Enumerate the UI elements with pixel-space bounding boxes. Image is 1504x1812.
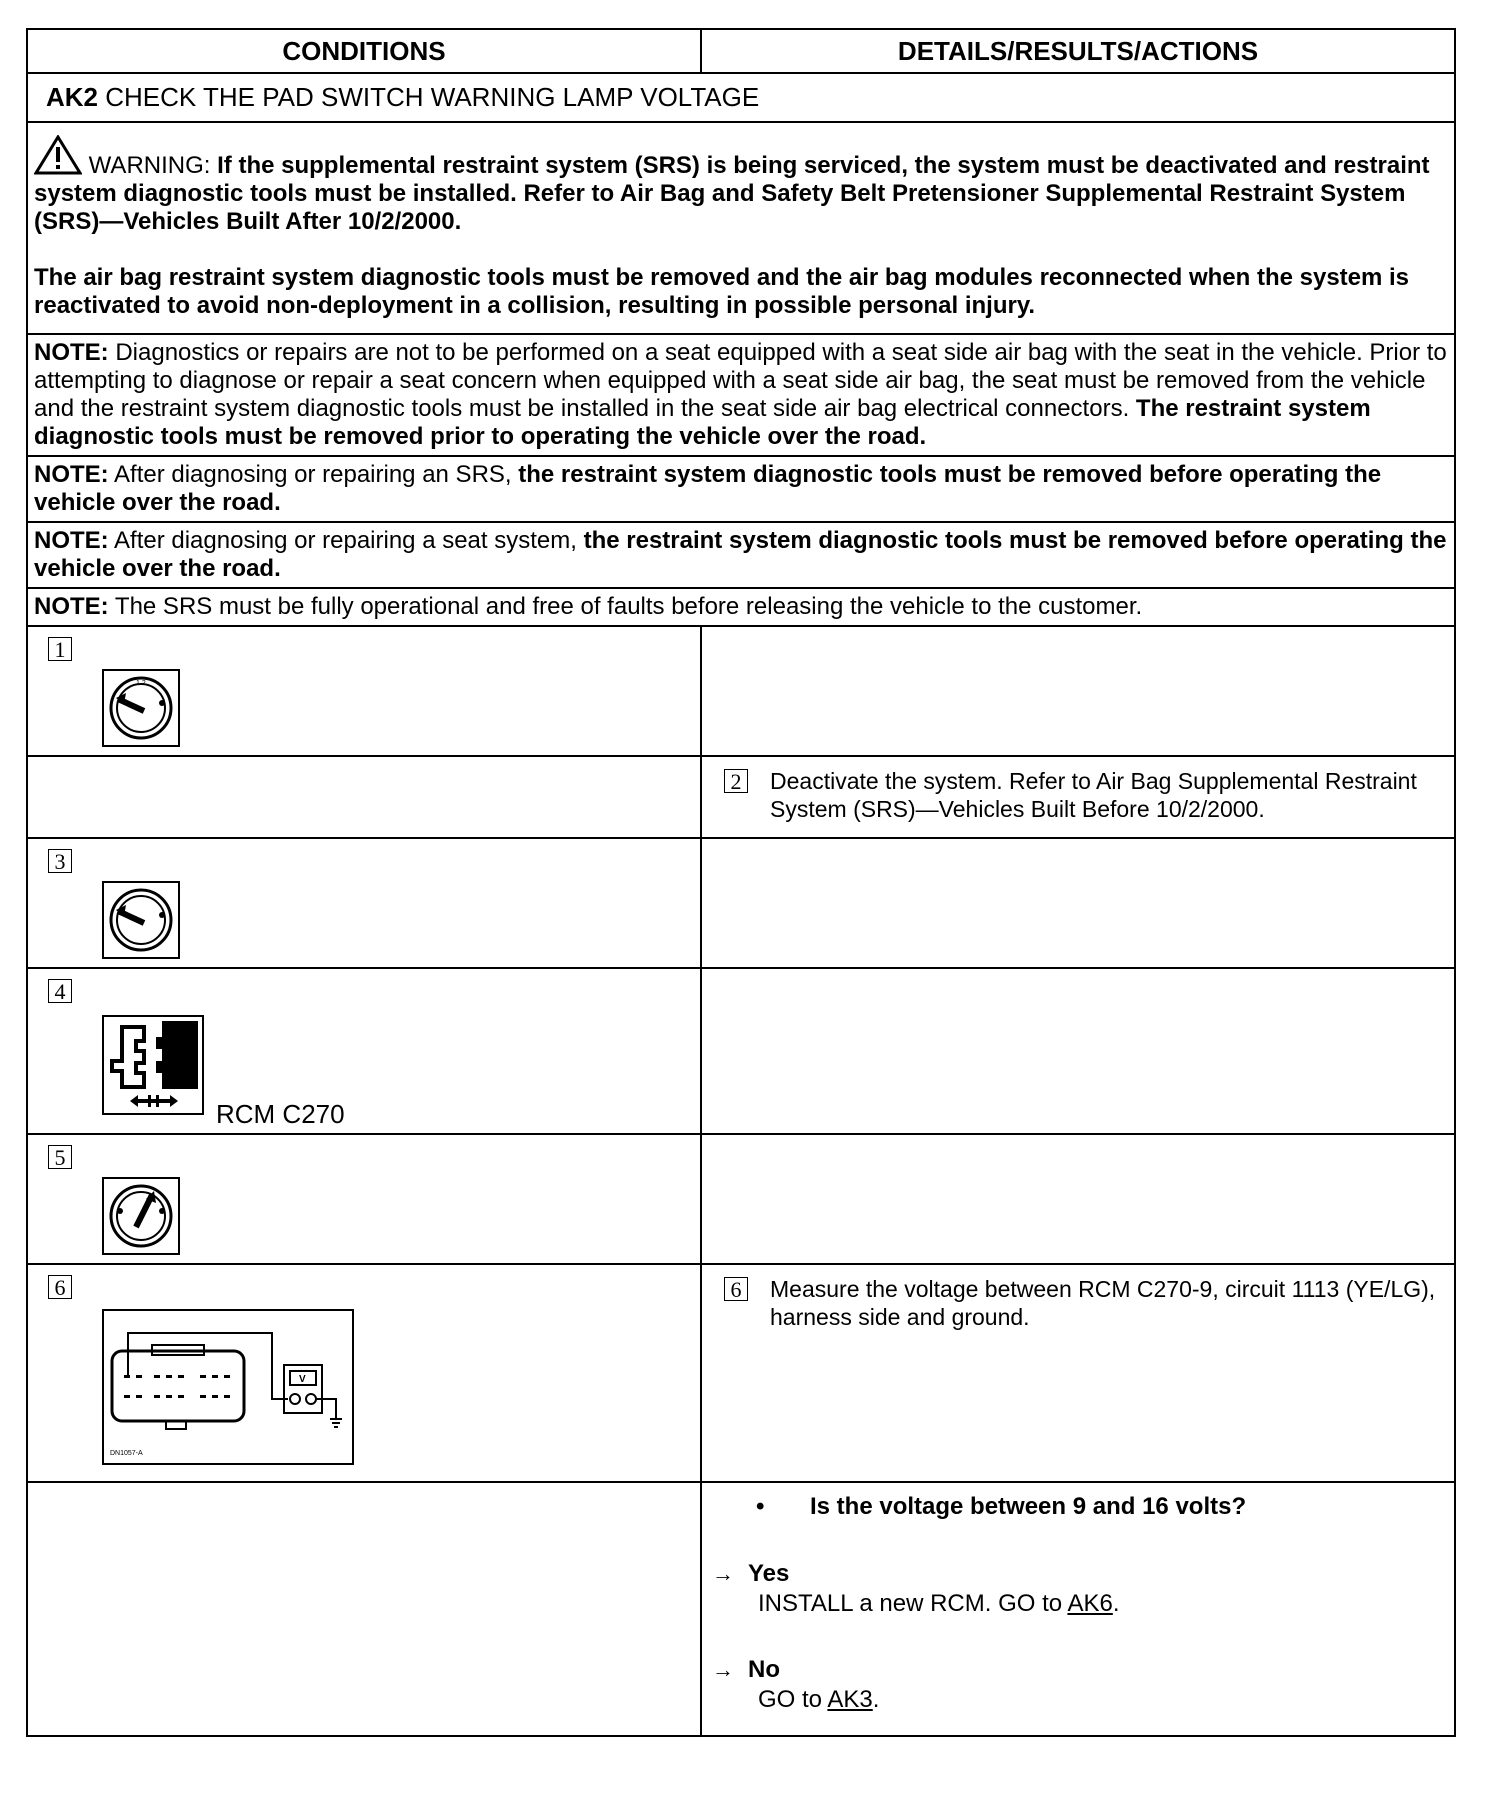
step-code: AK2 bbox=[46, 82, 99, 112]
answer-no bbox=[702, 1655, 1454, 1715]
diagram-caption: DN1057-A bbox=[110, 1450, 143, 1457]
note-text: After diagnosing or repairing a seat system, bbox=[114, 527, 577, 554]
details-cell bbox=[701, 626, 1455, 756]
conditions-cell bbox=[27, 626, 701, 756]
details-cell bbox=[701, 838, 1455, 968]
conditions-cell bbox=[27, 756, 701, 838]
answer-end: . bbox=[872, 1686, 880, 1713]
meter-label: V bbox=[299, 1374, 306, 1385]
note-text: The SRS must be fully operational and free of faults before releasing the vehicle to the customer. bbox=[114, 593, 1143, 620]
step-action-text: Measure the voltage between RCM C270-9, circuit 1113 (YE/LG), harness side and ground. bbox=[770, 1276, 1436, 1330]
conditions-cell bbox=[27, 1482, 701, 1736]
step-row-3 bbox=[27, 838, 1455, 968]
note-text: Diagnostics or repairs are not to be performed on a seat equipped with a seat side air bag with the seat in the vehicle. Prior to attempting to diagnose or repair a seat concern when equipped with a seat side air bag, the seat must be removed from the vehicle and the restraint system diagnostic tools must be installed in the seat side air bag electrical connectors. bbox=[34, 339, 1447, 422]
warning-label: WARNING: bbox=[88, 152, 211, 179]
arrow-right-icon: → bbox=[712, 1657, 734, 1682]
step-number: 6 bbox=[48, 1275, 72, 1299]
answer-end: . bbox=[1112, 1590, 1120, 1617]
ignition-off-icon bbox=[102, 881, 180, 959]
note-label: NOTE: bbox=[34, 593, 109, 620]
disconnect-connector-icon bbox=[102, 1015, 204, 1115]
step-title bbox=[27, 73, 1455, 122]
svg-text:1 2: 1 2 bbox=[136, 680, 146, 687]
goto-ak3-link[interactable]: AK3 bbox=[827, 1686, 873, 1713]
note-1 bbox=[27, 334, 1455, 456]
warning-triangle-icon bbox=[34, 135, 82, 175]
procedure-document bbox=[26, 28, 1454, 1737]
conditions-header: CONDITIONS bbox=[27, 29, 701, 73]
header-row bbox=[27, 29, 1455, 73]
note-label: NOTE: bbox=[34, 339, 109, 366]
answer-label: Yes bbox=[748, 1560, 790, 1587]
procedure-table bbox=[26, 28, 1456, 1737]
step-row-2 bbox=[27, 756, 1455, 838]
connector-label: RCM C270 bbox=[216, 1099, 345, 1129]
question bbox=[702, 1493, 1454, 1521]
warning-block bbox=[27, 122, 1455, 334]
note-bold-text: The restraint system diagnostic tools must be removed prior to operating the vehicle over the road. bbox=[34, 395, 1371, 450]
note-text: After diagnosing or repairing an SRS, bbox=[114, 461, 512, 488]
step-number: 2 bbox=[724, 769, 748, 793]
details-cell bbox=[701, 968, 1455, 1134]
step-number: 1 bbox=[48, 637, 72, 661]
note-3 bbox=[27, 522, 1455, 588]
warning-text-1: If the supplemental restraint system (SRS) is being serviced, the system must be deactivated and restraint system diagnostic tools must be installed. Refer to Air Bag and Safety Belt Pretensioner Supplemental Restraint System (SRS)—Vehicles Built After 10/2/2000. bbox=[34, 152, 1430, 235]
step-number: 6 bbox=[724, 1277, 748, 1301]
voltage-measurement-diagram bbox=[102, 1309, 354, 1465]
details-header: DETAILS/RESULTS/ACTIONS bbox=[701, 29, 1455, 73]
details-cell bbox=[701, 1482, 1455, 1736]
question-text: Is the voltage between 9 and 16 volts? bbox=[810, 1493, 1247, 1520]
note-bold-text: the restraint system diagnostic tools must be removed before operating the vehicle over the road. bbox=[34, 461, 1382, 516]
note-label: NOTE: bbox=[34, 461, 109, 488]
step-number: 3 bbox=[48, 849, 72, 873]
step-number: 4 bbox=[48, 979, 72, 1003]
note-bold-text: the restraint system diagnostic tools must be removed before operating the vehicle over the road. bbox=[34, 527, 1447, 582]
step-action-text: Deactivate the system. Refer to Air Bag Supplemental Restraint System (SRS)—Vehicles Built Before 10/2/2000. bbox=[770, 768, 1417, 822]
conditions-cell bbox=[27, 1264, 701, 1482]
conditions-cell bbox=[27, 1134, 701, 1264]
arrow-right-icon: → bbox=[712, 1561, 734, 1586]
answer-action: GO to bbox=[758, 1686, 823, 1713]
step-title-text: CHECK THE PAD SWITCH WARNING LAMP VOLTAGE bbox=[105, 82, 760, 112]
answer-yes bbox=[702, 1559, 1454, 1619]
details-cell bbox=[701, 1264, 1455, 1482]
goto-ak6-link[interactable]: AK6 bbox=[1067, 1590, 1113, 1617]
bullet-icon: • bbox=[756, 1493, 765, 1520]
note-2 bbox=[27, 456, 1455, 522]
ignition-on-icon bbox=[102, 1177, 180, 1255]
warning-text-2: The air bag restraint system diagnostic tools must be removed and the air bag modules reconnected when the system is reactivated to avoid non-deployment in a collision, resulting in possible personal injury. bbox=[34, 264, 1410, 319]
step-row-5 bbox=[27, 1134, 1455, 1264]
conditions-cell bbox=[27, 968, 701, 1134]
note-label: NOTE: bbox=[34, 527, 109, 554]
ignition-off-icon bbox=[102, 669, 180, 747]
step-number: 5 bbox=[48, 1145, 72, 1169]
details-cell bbox=[701, 756, 1455, 838]
step-row-4 bbox=[27, 968, 1455, 1134]
step-row-6 bbox=[27, 1264, 1455, 1482]
conditions-cell bbox=[27, 838, 701, 968]
answer-action: INSTALL a new RCM. GO to bbox=[758, 1590, 1063, 1617]
question-row bbox=[27, 1482, 1455, 1736]
note-4 bbox=[27, 588, 1455, 626]
step-row-1 bbox=[27, 626, 1455, 756]
details-cell bbox=[701, 1134, 1455, 1264]
answer-label: No bbox=[748, 1656, 780, 1683]
